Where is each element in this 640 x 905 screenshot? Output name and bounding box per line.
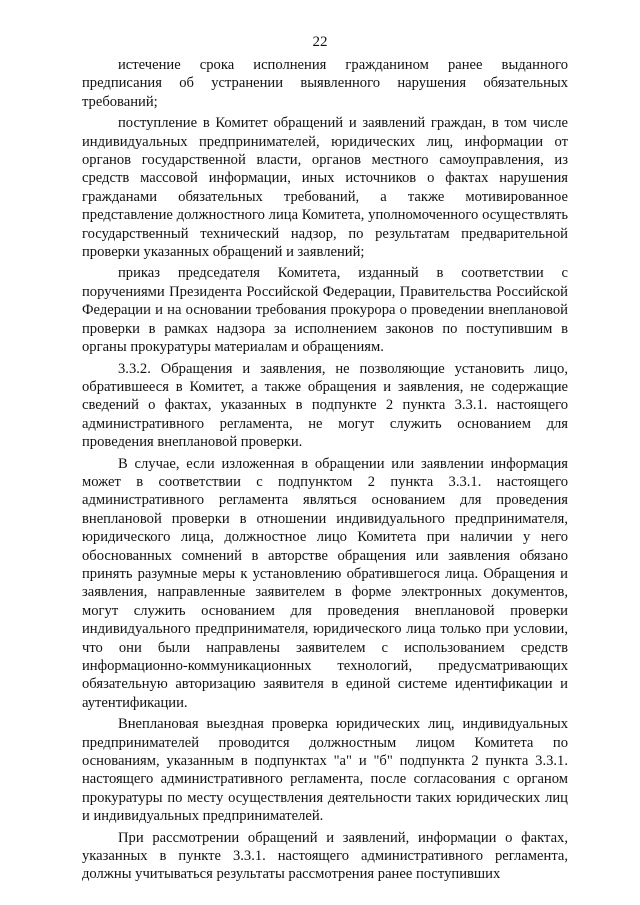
paragraph-chairman-order: приказ председателя Комитета, изданный в соответствии с поручениями Президента Российской Федерации, Правительства Российской Федерации и на основании требования прокурора о проведении внеплановой проверки в рамках надзора за исполнением законов по поступившим в органы прокуратуры материалам и обращениям. <box>82 265 568 356</box>
paragraph-unscheduled-inspection: Внеплановая выездная проверка юридических лиц, индивидуальных предпринимателей проводится должностным лицом Комитета по основаниям, указанным в подпунктах "а" и "б" подпункта 2 пункта 3.3.1. настоящего административного регламента, после согласования с органом прокуратуры по месту осуществления деятельности таких юридических лиц и индивидуальных предпринимателей. <box>82 716 568 825</box>
body-text <box>82 56 568 884</box>
page-number: 22 <box>312 34 328 50</box>
paragraph-anonymous-info: В случае, если изложенная в обращении или заявлении информация может в соответствии с подпунктом 2 пункта 3.3.1. настоящего административного регламента являться основанием для проведения внеплановой проверки в отношении индивидуального предпринимателя, юридического лица, должностное лицо Комитета при наличии у него обоснованных сомнений в авторстве обращения или заявления обязано принять разумные меры к установлению обратившегося лица. Обращения и заявления, направленные заявителем в форме электронных документов, могут служить основанием для проведения внеплановой проверки индивидуального предпринимателя, юридического лица только при условии, что они были направлены заявителем с использованием средств информационно-коммуникационных технологий, предусматривающих обязательную авторизацию заявителя в единой системе идентификации и аутентификации. <box>82 455 568 711</box>
paragraph-receipt-of-appeals: поступление в Комитет обращений и заявлений граждан, в том числе индивидуальных предпринимателей, юридических лиц, информации от органов государственной власти, органов местного самоуправления, из средств массовой информации, иных источников о фактах нарушения гражданами обязательных требований, а также мотивированное представление должностного лица Комитета, уполномоченного осуществлять государственный технический надзор, по результатам предварительной проверки указанных обращений и заявлений; <box>82 115 568 261</box>
paragraph-expiry: истечение срока исполнения гражданином ранее выданного предписания об устранении выявленного нарушения обязательных требований; <box>82 57 568 110</box>
paragraph-consideration: При рассмотрении обращений и заявлений, информации о фактах, указанных в пункте 3.3.1. настоящего административного регламента, должны учитываться результаты рассмотрения ранее поступивших <box>82 829 568 883</box>
paragraph-3-3-2: 3.3.2. Обращения и заявления, не позволяющие установить лицо, обратившееся в Комитет, а также обращения и заявления, не содержащие сведений о фактах, указанных в подпункте 2 пункта 3.3.1. настоящего административного регламента, не могут служить основанием для проведения внеплановой проверки. <box>82 360 568 451</box>
